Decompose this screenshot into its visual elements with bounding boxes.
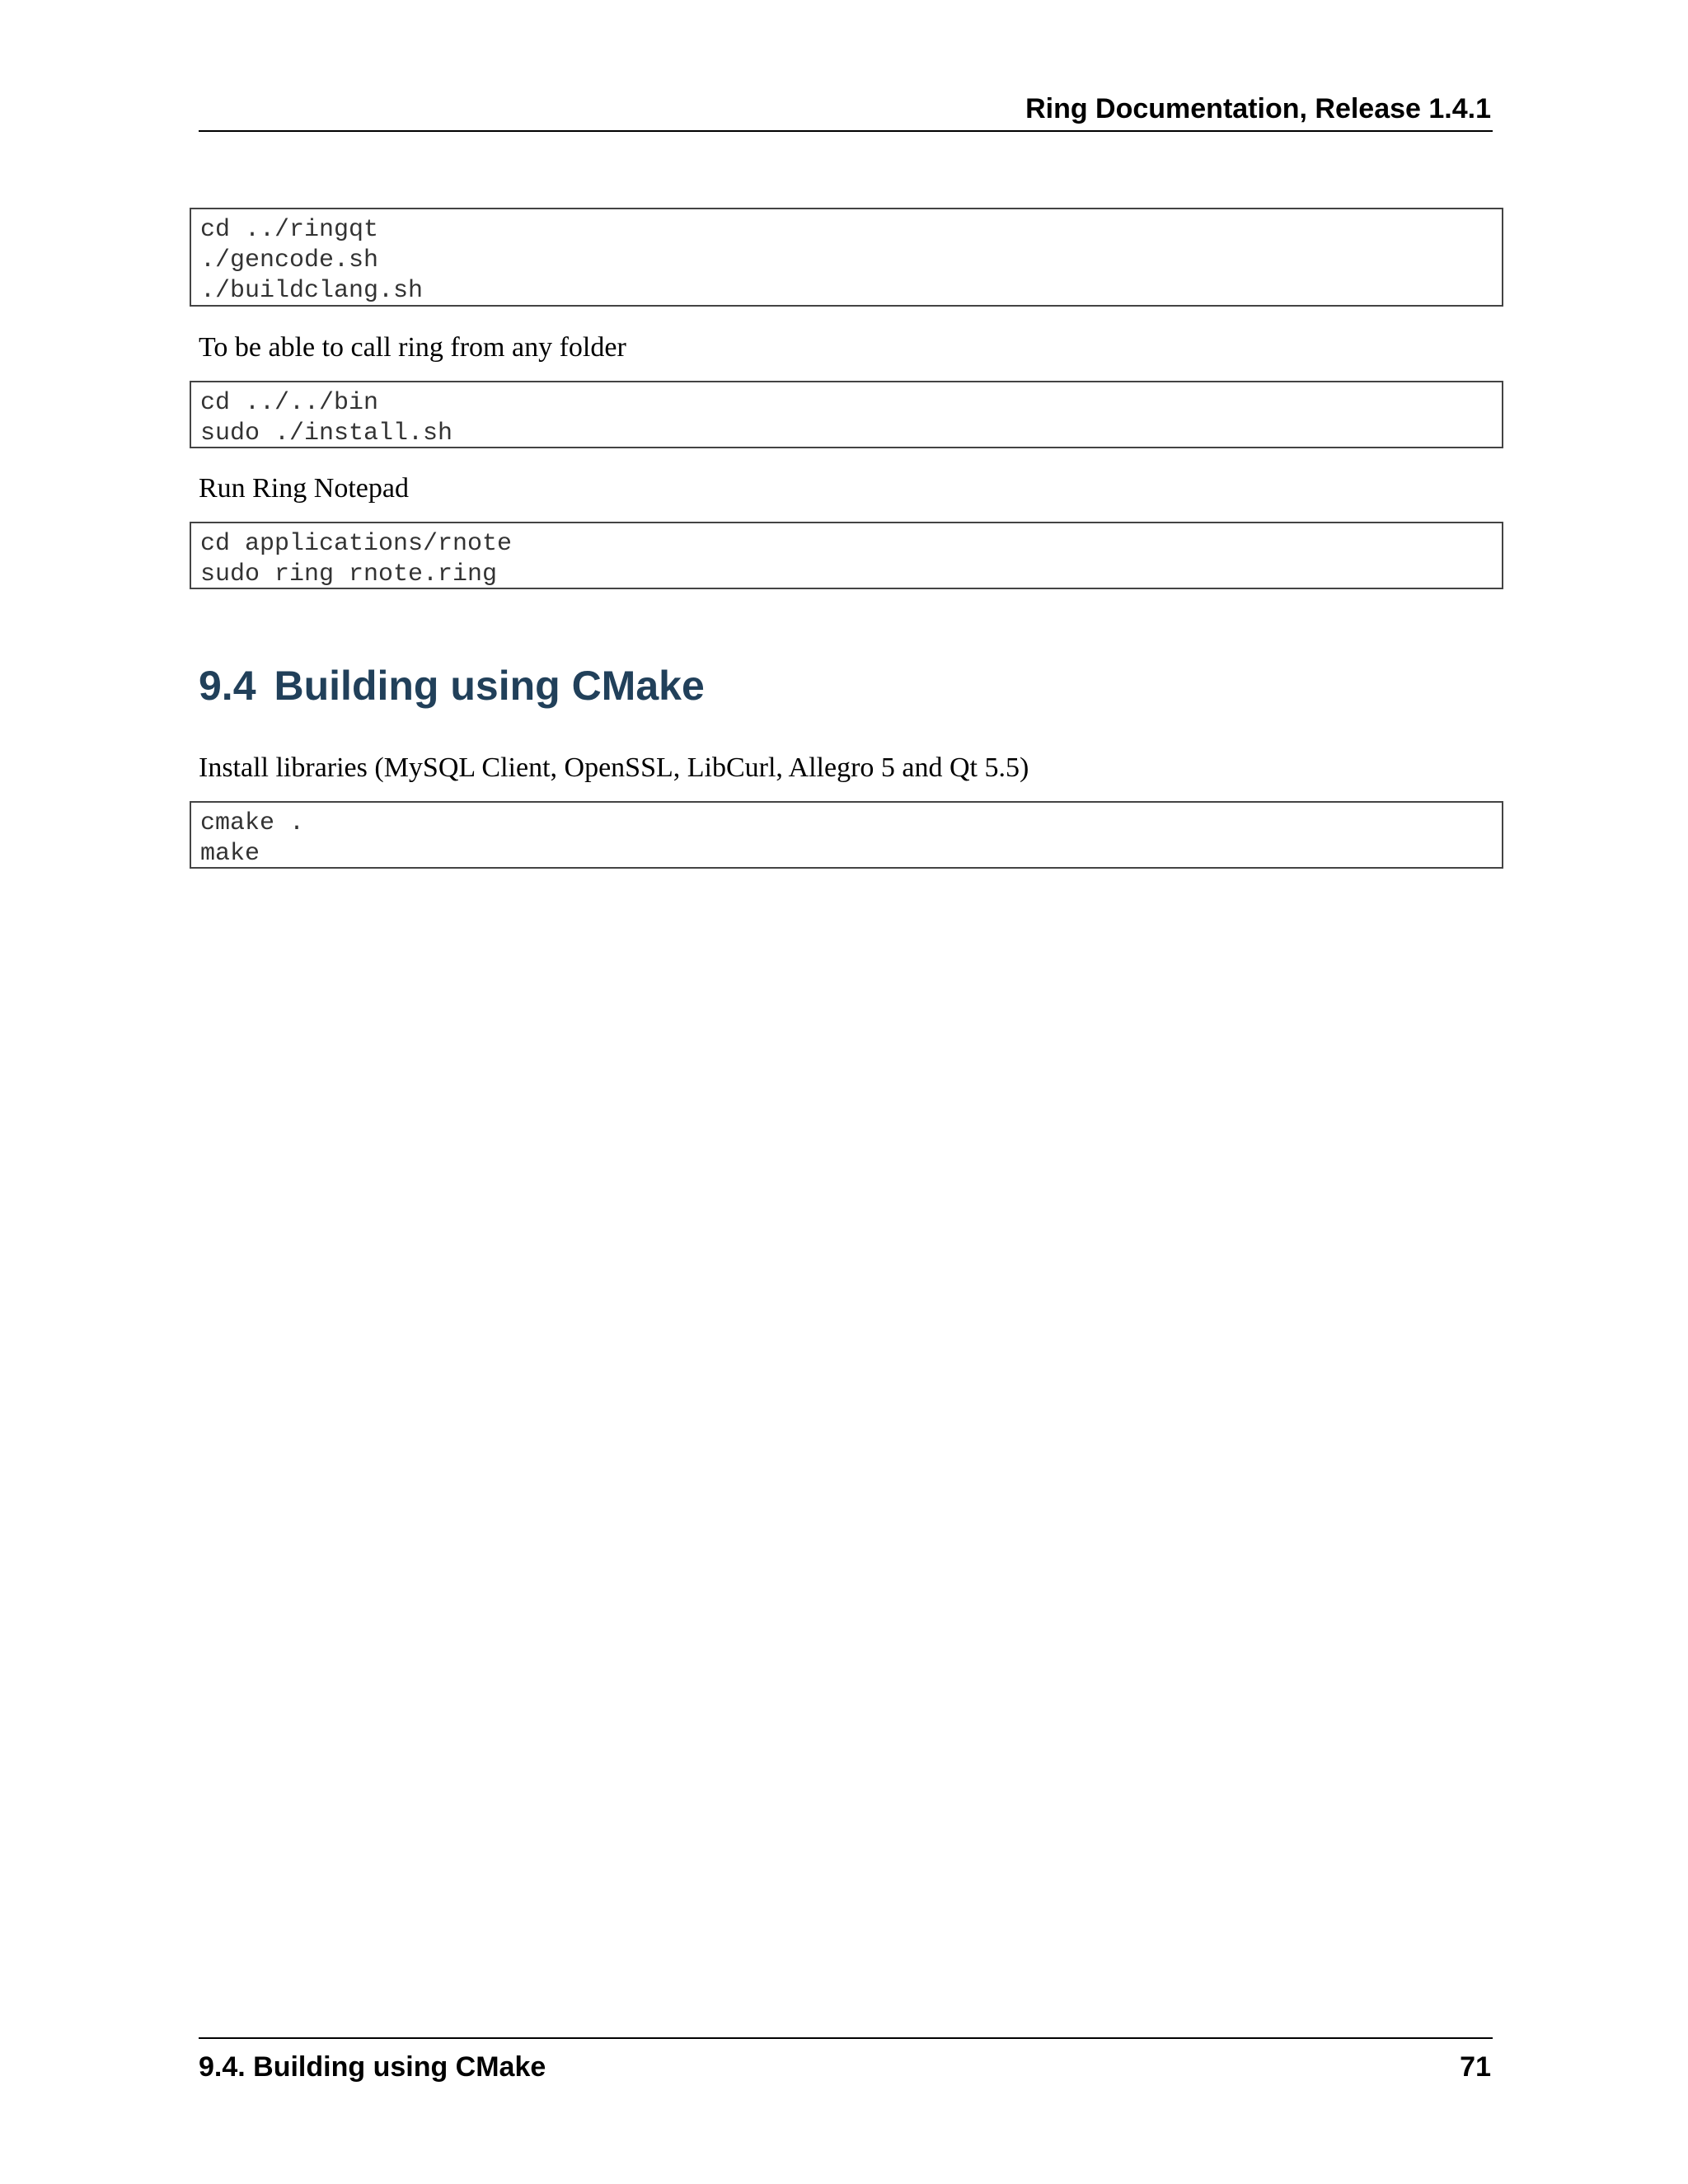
page-header [199,91,1493,132]
code-line: make [200,840,260,868]
code-line: cmake . [200,809,305,837]
code-line: cd ../../bin [200,389,379,417]
code-block-rnote [190,522,1503,589]
code-line: cd ../ringqt [200,216,379,244]
footer-section-label: 9.4. Building using CMake [199,2051,546,2083]
section-number: 9.4 [199,663,256,709]
code-block-install [190,381,1503,448]
code-line: sudo ring rnote.ring [200,560,498,588]
paragraph-call-ring: To be able to call ring from any folder [199,332,626,363]
code-line: cd applications/rnote [200,530,513,558]
section-title-text: Building using CMake [274,663,705,709]
code-line: ./gencode.sh [200,246,379,274]
document-title: Ring Documentation, Release 1.4.1 [1025,93,1491,124]
code-line: sudo ./install.sh [200,419,453,448]
paragraph-run-notepad: Run Ring Notepad [199,473,409,504]
paragraph-install-libraries: Install libraries (MySQL Client, OpenSSL, LibCurl, Allegro 5 and Qt 5.5) [199,752,1029,783]
page-footer [199,2037,1493,2087]
page-number: 71 [1460,2051,1491,2083]
code-block-ringqt [190,208,1503,307]
code-block-cmake [190,801,1503,869]
section-heading [199,659,705,712]
code-line: ./buildclang.sh [200,277,424,305]
